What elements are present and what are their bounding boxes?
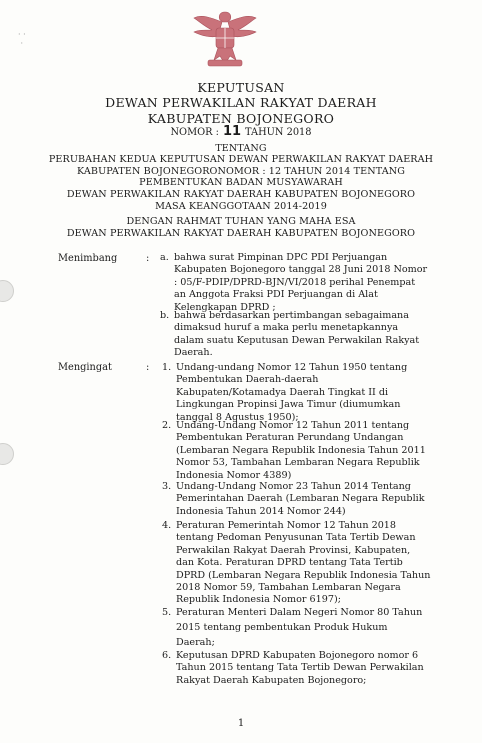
item-line: Lingkungan Propinsi Jawa Timur (diumumkan <box>176 399 401 411</box>
item-line: Keputusan DPRD Kabupaten Bojonegoro nomor 6 <box>176 650 419 661</box>
item-number: 4. <box>162 520 172 531</box>
doc-title: KEPUTUSAN <box>197 80 285 95</box>
menimbang-item <box>160 310 435 362</box>
item-line: Indonesia Tahun 2014 Nomor 244) <box>176 505 346 517</box>
punch-hole <box>0 280 14 302</box>
item-line: Pembentukan Peraturan Perundang Undangan <box>176 432 404 444</box>
item-line: tentang Pedoman Penyusunan Tata Tertib Dewan <box>176 532 416 544</box>
subject-line: PERUBAHAN KEDUA KEPUTUSAN DEWAN PERWAKILAN RAKYAT DAERAH <box>48 154 434 165</box>
menimbang-colon: : <box>146 253 150 264</box>
subject-line: KABUPATEN BOJONEGORONOMOR : 12 TAHUN 2014 TENTANG <box>77 166 405 177</box>
item-number: a. <box>160 252 169 263</box>
subject-line: PEMBENTUKAN BADAN MUSYAWARAH <box>139 177 343 188</box>
mengingat-item <box>162 481 437 519</box>
rahmat-line: DENGAN RAHMAT TUHAN YANG MAHA ESA <box>126 216 356 227</box>
decree-number <box>0 124 482 139</box>
mengingat-item <box>162 520 437 608</box>
mengingat-item <box>162 605 437 649</box>
item-line: Perwakilan Rakyat Daerah Provinsi, Kabupaten, <box>176 544 411 556</box>
menimbang-item <box>160 252 435 318</box>
item-line: Peraturan Pemerintah Nomor 12 Tahun 2018 <box>176 520 396 531</box>
item-line: Kabupaten/Kotamadya Daerah Tingkat II di <box>176 386 389 398</box>
item-line: an Anggota Fraksi PDI Perjuangan di Alat <box>174 289 378 301</box>
item-number: 2. <box>162 420 172 431</box>
item-line: Undang-Undang Nomor 12 Tahun 2011 tentang <box>176 420 410 431</box>
item-line: dan Kota. Peraturan DPRD tentang Tata Tertib <box>176 557 403 569</box>
menimbang-label: Menimbang <box>58 253 118 264</box>
council-line: DEWAN PERWAKILAN RAKYAT DAERAH KABUPATEN BOJONEGORO <box>66 228 416 239</box>
punch-hole <box>0 443 14 465</box>
mengingat-item <box>162 650 437 688</box>
item-line: 2015 tentang pembentukan Produk Hukum <box>176 622 388 633</box>
item-line: Pembentukan Daerah-daerah <box>176 374 319 386</box>
item-number: 1. <box>162 362 172 373</box>
item-line: Nomor 53, Tambahan Lembaran Negara Republik <box>176 457 420 469</box>
item-line: Kabupaten Bojonegoro tanggal 28 Juni 2018 Nomor <box>174 264 428 276</box>
item-line: Peraturan Menteri Dalam Negeri Nomor 80 Tahun <box>176 607 423 618</box>
mengingat-label: Mengingat <box>58 362 112 373</box>
garuda-emblem <box>190 8 260 70</box>
subject-line: DEWAN PERWAKILAN RAKYAT DAERAH KABUPATEN BOJONEGORO <box>66 189 416 200</box>
item-line: bahwa berdasarkan pertimbangan sebagaimana <box>174 310 409 321</box>
item-line: Tahun 2015 tentang Tata Tertib Dewan Perwakilan <box>176 662 424 674</box>
item-line: : 05/F-PDIP/DPRD-BJN/VI/2018 perihal Penempat <box>174 276 416 288</box>
item-line: DPRD (Lembaran Negara Republik Indonesia Tahun <box>176 569 431 581</box>
scan-specks: · · · <box>18 30 26 48</box>
item-line: bahwa surat Pimpinan DPC PDI Perjuangan <box>174 252 388 263</box>
item-line: Undang-Undang Nomor 23 Tahun 2014 Tentang <box>176 481 411 492</box>
item-line: Indonesia Nomor 4389) <box>176 469 292 481</box>
item-line: dimaksud huruf a maka perlu menetapkannya <box>174 322 399 334</box>
mengingat-colon: : <box>146 362 150 373</box>
item-line: Daerah. <box>174 347 213 359</box>
item-line: Republik Indonesia Nomor 6197); <box>176 594 341 606</box>
mengingat-item <box>162 362 437 424</box>
nomor-value: 11 <box>222 124 242 139</box>
item-number: 6. <box>162 650 172 661</box>
item-number: 5. <box>162 607 172 618</box>
region-name: KABUPATEN BOJONEGORO <box>147 111 335 126</box>
item-number: b. <box>160 310 170 321</box>
page-number: 1 <box>237 718 245 729</box>
tentang-label: TENTANG <box>215 143 267 154</box>
item-line: Undang-undang Nomor 12 Tahun 1950 tentang <box>176 362 408 373</box>
item-line: Daerah; <box>176 637 215 648</box>
item-line: dalam suatu Keputusan Dewan Perwakilan Rakyat <box>174 334 420 346</box>
subject-line: MASA KEANGGOTAAN 2014-2019 <box>155 201 327 212</box>
item-line: 2018 Nomor 59, Tambahan Lembaran Negara <box>176 582 401 594</box>
year-label: TAHUN 2018 <box>245 127 312 138</box>
institution-name: DEWAN PERWAKILAN RAKYAT DAERAH <box>105 95 377 110</box>
item-number: 3. <box>162 481 172 492</box>
item-line: (Lembaran Negara Republik Indonesia Tahun 2011 <box>176 444 426 456</box>
item-line: tanggal 8 Agustus 1950); <box>176 411 299 423</box>
nomor-label: NOMOR : <box>170 127 219 138</box>
item-line: Kelengkapan DPRD ; <box>174 301 276 313</box>
mengingat-item <box>162 420 437 482</box>
item-line: Pemerintahan Daerah (Lembaran Negara Republik <box>176 493 425 505</box>
item-line: Rakyat Daerah Kabupaten Bojonegoro; <box>176 674 367 686</box>
